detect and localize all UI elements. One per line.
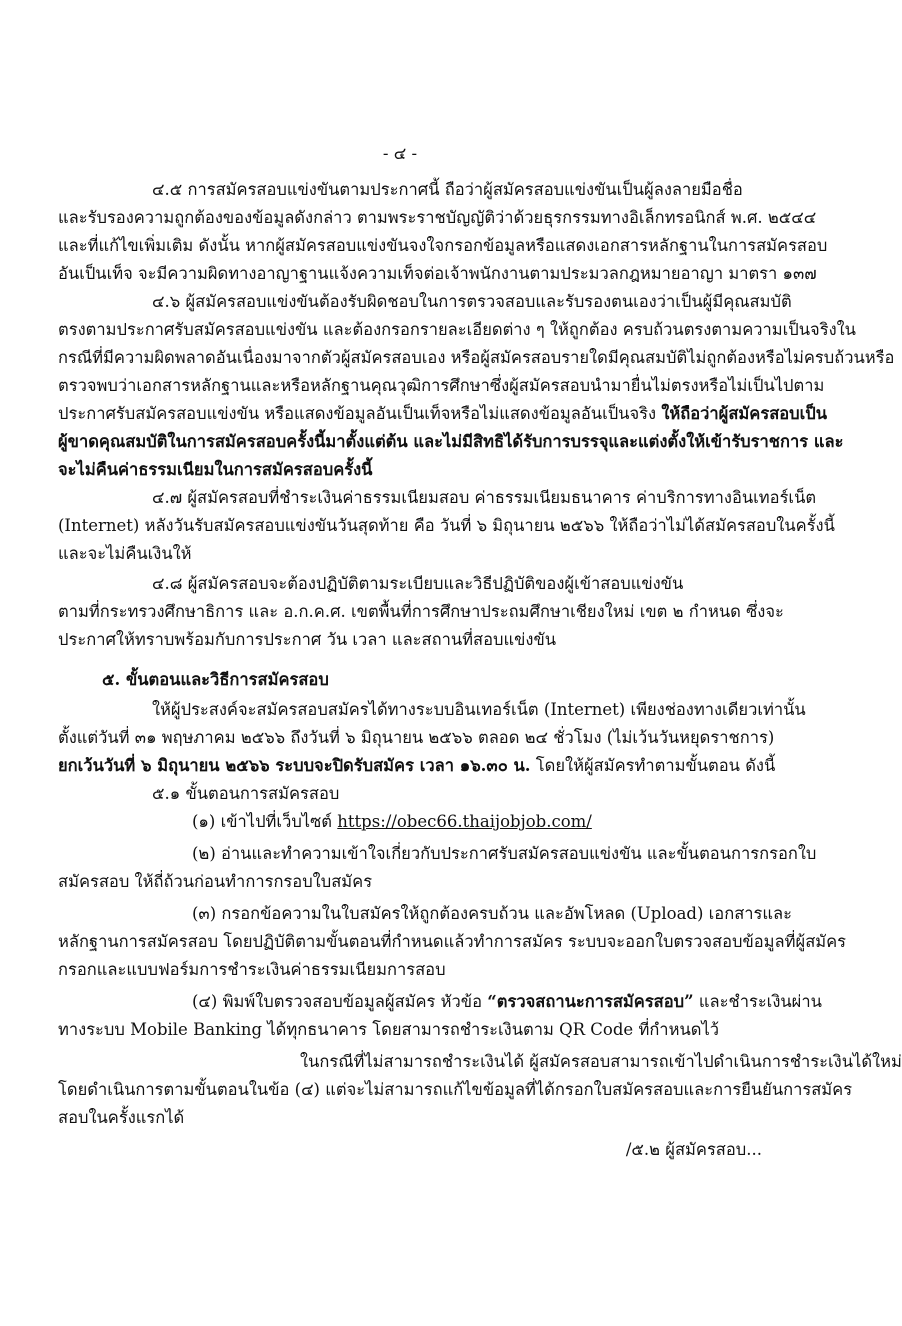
para-4-7-line-1: ๔.๗ ผู้สมัครสอบที่ชำระเงินค่าธรรมเนียมสอบ ค่าธรรมเนียมธนาคาร ค่าบริการทางอินเทอร์เน็ต xyxy=(152,488,817,507)
step-3-line-2: หลักฐานการสมัครสอบ โดยปฏิบัติตามขั้นตอนที่กำหนดแล้วทำการสมัคร ระบบจะออกใบตรวจสอบข้อมูลที่ผู้สมัคร xyxy=(58,932,847,951)
payment-note-line-1: ในกรณีที่ไม่สามารถชำระเงินได้ ผู้สมัครสอบสามารถเข้าไปดำเนินการชำระเงินได้ใหม่ xyxy=(300,1052,902,1071)
para-4-6-line-3: กรณีที่มีความผิดพลาดอันเนื่องมาจากตัวผู้สมัครสอบเอง หรือผู้สมัครสอบรายใดมีคุณสมบัติไม่ถูกต้องหรือไม่ครบถ้วนหรือ xyxy=(58,348,895,367)
para-4-6-line-2: ตรงตามประกาศรับสมัครสอบแข่งขัน และต้องกรอกรายละเอียดต่าง ๆ ให้ถูกต้อง ครบถ้วนตรงตามความเป็นจริงใน xyxy=(58,320,856,339)
step-4-text-a: (๔) พิมพ์ใบตรวจสอบข้อมูลผู้สมัคร หัวข้อ xyxy=(192,992,488,1011)
step-3-line-1: (๓) กรอกข้อความในใบสมัครให้ถูกต้องครบถ้วน และอัพโหลด (Upload) เอกสารและ xyxy=(192,904,792,923)
website-link[interactable]: https://obec66.thaijobjob.com/ xyxy=(337,812,592,831)
para-4-6-line-5-normal: ประกาศรับสมัครสอบแข่งขัน หรือแสดงข้อมูลอันเป็นเท็จหรือไม่แสดงข้อมูลอันเป็นจริง xyxy=(58,404,657,423)
step-4-text-b: และชำระเงินผ่าน xyxy=(693,992,822,1011)
section-5-line-1: ให้ผู้ประสงค์จะสมัครสอบสมัครได้ทางระบบอินเทอร์เน็ต (Internet) เพียงช่องทางเดียวเท่านั้น xyxy=(152,700,806,719)
continuation-marker: /๕.๒ ผู้สมัครสอบ... xyxy=(625,1140,762,1159)
step-4-text-bold: “ตรวจสถานะการสมัครสอบ” xyxy=(487,992,694,1011)
payment-note-line-2: โดยดำเนินการตามขั้นตอนในข้อ (๔) แต่จะไม่สามารถแก้ไขข้อมูลที่ได้กรอกใบสมัครสอบและการยืนยันการสมัคร xyxy=(58,1080,853,1099)
para-4-6-line-5-bold: ให้ถือว่าผู้สมัครสอบเป็น xyxy=(661,404,828,423)
step-4-line-2: ทางระบบ Mobile Banking ได้ทุกธนาคาร โดยสามารถชำระเงินตาม QR Code ที่กำหนดไว้ xyxy=(58,1020,720,1039)
para-4-7-line-2: (Internet) หลังวันรับสมัครสอบแข่งขันวันสุดท้าย คือ วันที่ ๖ มิถุนายน ๒๕๖๖ ให้ถือว่าไม่ได้สมัครสอบในครั้งนี้ xyxy=(58,516,835,535)
para-4-8-line-1: ๔.๘ ผู้สมัครสอบจะต้องปฏิบัติตามระเบียบและวิธีปฏิบัติของผู้เข้าสอบแข่งขัน xyxy=(152,574,684,593)
step-2-line-2: สมัครสอบ ให้ถี่ถ้วนก่อนทำการกรอบใบสมัคร xyxy=(58,872,373,891)
section-5-line-3-bold: ยกเว้นวันที่ ๖ มิถุนายน ๒๕๖๖ ระบบจะปิดรับสมัคร เวลา ๑๖.๓๐ น. xyxy=(58,756,531,775)
section-5-heading: ๕. ขั้นตอนและวิธีการสมัครสอบ xyxy=(102,670,329,689)
para-4-5-line-3: และที่แก้ไขเพิ่มเติม ดังนั้น หากผู้สมัครสอบแข่งขันจงใจกรอกข้อมูลหรือแสดงเอกสารหลักฐานในการสมัครสอบ xyxy=(58,236,828,255)
section-5-line-3-normal: โดยให้ผู้สมัครทำตามขั้นตอน ดังนี้ xyxy=(535,756,776,775)
para-4-7-line-3: และจะไม่คืนเงินให้ xyxy=(58,544,192,563)
page-number: - ๔ - xyxy=(382,144,418,163)
section-5-line-3 xyxy=(58,752,776,780)
para-4-6-line-5 xyxy=(58,400,828,428)
step-4-line-1 xyxy=(192,988,822,1016)
para-4-6-line-6: ผู้ขาดคุณสมบัติในการสมัครสอบครั้งนี้มาตั้งแต่ต้น และไม่มีสิทธิได้รับการบรรจุและแต่งตั้งให้เข้ารับราชการ และ xyxy=(58,432,844,451)
para-4-6-line-1: ๔.๖ ผู้สมัครสอบแข่งขันต้องรับผิดชอบในการตรวจสอบและรับรองตนเองว่าเป็นผู้มีคุณสมบัติ xyxy=(152,292,792,311)
step-2-line-1: (๒) อ่านและทำความเข้าใจเกี่ยวกับประกาศรับสมัครสอบแข่งขัน และขั้นตอนการกรอกใบ xyxy=(192,844,817,863)
para-4-5-line-1: ๔.๕ การสมัครสอบแข่งขันตามประกาศนี้ ถือว่าผู้สมัครสอบแข่งขันเป็นผู้ลงลายมือชื่อ xyxy=(152,180,743,199)
step-5-1-heading: ๕.๑ ขั้นตอนการสมัครสอบ xyxy=(152,784,340,803)
para-4-6-line-4: ตรวจพบว่าเอกสารหลักฐานและหรือหลักฐานคุณวุฒิการศึกษาซึ่งผู้สมัครสอบนำมายื่นไม่ตรงหรือไม่เป็นไปตาม xyxy=(58,376,825,395)
para-4-5-line-4: อันเป็นเท็จ จะมีความผิดทางอาญาฐานแจ้งความเท็จต่อเจ้าพนักงานตามประมวลกฎหมายอาญา มาตรา ๑๓๗ xyxy=(58,264,817,283)
section-5-line-2: ตั้งแต่วันที่ ๓๑ พฤษภาคม ๒๕๖๖ ถึงวันที่ ๖ มิถุนายน ๒๕๖๖ ตลอด ๒๔ ชั่วโมง (ไม่เว้นวันหยุดราชการ) xyxy=(58,728,775,747)
payment-note-line-3: สอบในครั้งแรกได้ xyxy=(58,1108,185,1127)
step-1-line xyxy=(192,808,772,836)
para-4-8-line-3: ประกาศให้ทราบพร้อมกับการประกาศ วัน เวลา และสถานที่สอบแข่งขัน xyxy=(58,630,557,649)
step-3-line-3: กรอกและแบบฟอร์มการชำระเงินค่าธรรมเนียมการสอบ xyxy=(58,960,446,979)
para-4-5-line-2: และรับรองความถูกต้องของข้อมูลดังกล่าว ตามพระราชบัญญัติว่าด้วยธุรกรรมทางอิเล็กทรอนิกส์ พ.ศ. ๒๕๔๔ xyxy=(58,208,817,227)
para-4-8-line-2: ตามที่กระทรวงศึกษาธิการ และ อ.ก.ค.ศ. เขตพื้นที่การศึกษาประถมศึกษาเชียงใหม่ เขต ๒ กำหนด ซึ่งจะ xyxy=(58,602,784,621)
step-1-text: (๑) เข้าไปที่เว็บไซต์ xyxy=(192,812,333,831)
para-4-6-line-7: จะไม่คืนค่าธรรมเนียมในการสมัครสอบครั้งนี้ xyxy=(58,460,373,479)
